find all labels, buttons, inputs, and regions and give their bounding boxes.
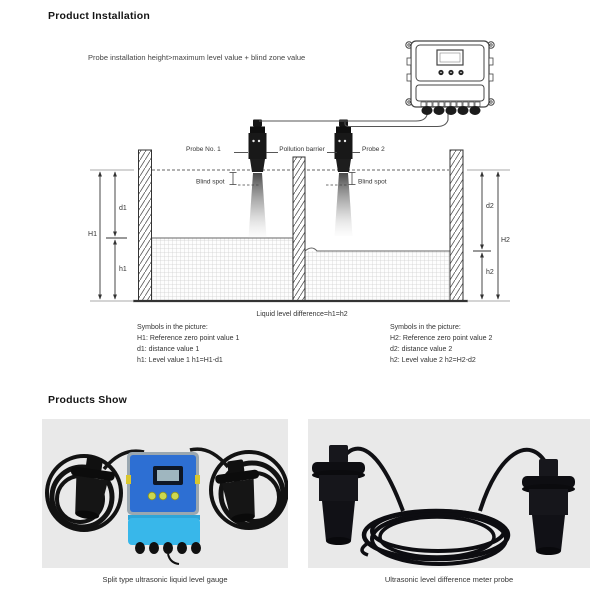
- dim-label-H1: H1: [88, 231, 97, 238]
- symbols-legend-left: [137, 322, 239, 366]
- pollution-barrier-label: Pollution barrier: [279, 146, 325, 153]
- tank-wall-right: [450, 150, 463, 301]
- probe-right: [522, 459, 575, 555]
- display-screen: [157, 470, 179, 481]
- product-photo-difference-probes: [308, 419, 590, 568]
- clip-right: [195, 475, 200, 484]
- clip-left: [126, 475, 131, 484]
- caption-split-type-gauge: Split type ultrasonic liquid level gauge: [102, 575, 228, 584]
- dim-label-h1: h1: [119, 266, 127, 273]
- probe2-cable: [345, 112, 448, 127]
- pollution-barrier-wall: [293, 157, 305, 301]
- controller-photo-buttons: [148, 492, 179, 500]
- tank-wall-left: [139, 150, 152, 301]
- symbols-left-line1: H1: Reference zero point value 1: [137, 335, 240, 342]
- controller-illustration: [406, 41, 494, 115]
- blind-spot-annotation-left: [196, 173, 259, 186]
- blind-spot-left-label: Blind spot: [196, 178, 225, 186]
- dim-label-H2: H2: [501, 237, 510, 244]
- hanging-wire: [168, 554, 179, 564]
- dimension-lines-left: [88, 170, 134, 301]
- dim-label-h2: h2: [486, 269, 494, 276]
- ultrasonic-beam-left: [249, 173, 267, 238]
- probe2-label: Probe 2: [362, 146, 385, 153]
- installation-note: Probe installation height>maximum level value + blind zone value: [88, 53, 306, 62]
- probe-left: [312, 445, 365, 545]
- level-difference-label: Liquid level difference=h1=h2: [256, 311, 348, 318]
- symbols-right-line1: H2: Reference zero point value 2: [390, 335, 493, 342]
- dim-label-d2: d2: [486, 203, 494, 210]
- symbols-left-line3: h1: Level value 1 h1=H1-d1: [137, 357, 223, 364]
- probe-2-illustration: [335, 120, 353, 173]
- ultrasonic-beam-right: [335, 173, 353, 236]
- liquid-right-tank: [305, 248, 450, 301]
- caption-difference-probes: Ultrasonic level difference meter probe: [384, 575, 514, 584]
- probe-1-illustration: [249, 120, 267, 173]
- controller-cable-glands: [421, 102, 481, 115]
- symbols-left-line2: d1: distance value 1: [137, 346, 200, 353]
- product-photo-split-type-gauge: [42, 419, 288, 568]
- section-title-installation: Product Installation: [48, 10, 151, 22]
- liquid-left-tank: [152, 238, 294, 301]
- symbols-right-title: Symbols in the picture:: [390, 324, 461, 331]
- controller-display: [437, 50, 463, 65]
- symbols-left-title: Symbols in the picture:: [137, 324, 208, 331]
- probe1-label: Probe No. 1: [186, 146, 221, 153]
- controller-buttons: [438, 70, 463, 75]
- split-type-gauge-illustration: [42, 419, 288, 568]
- dim-label-d1: d1: [119, 205, 127, 212]
- symbols-right-line2: d2: distance value 2: [390, 346, 453, 353]
- symbols-legend-right: [390, 322, 492, 366]
- section-title-products-show: Products Show: [48, 394, 128, 406]
- dimension-lines-right: [467, 170, 510, 301]
- blind-spot-annotation-right: [326, 173, 387, 186]
- difference-probes-illustration: [308, 419, 590, 568]
- blind-spot-right-label: Blind spot: [358, 178, 387, 186]
- controller-photo: [126, 452, 201, 564]
- cable-coil-center: [362, 511, 508, 564]
- symbols-right-line3: h2: Level value 2 h2=H2-d2: [390, 357, 476, 364]
